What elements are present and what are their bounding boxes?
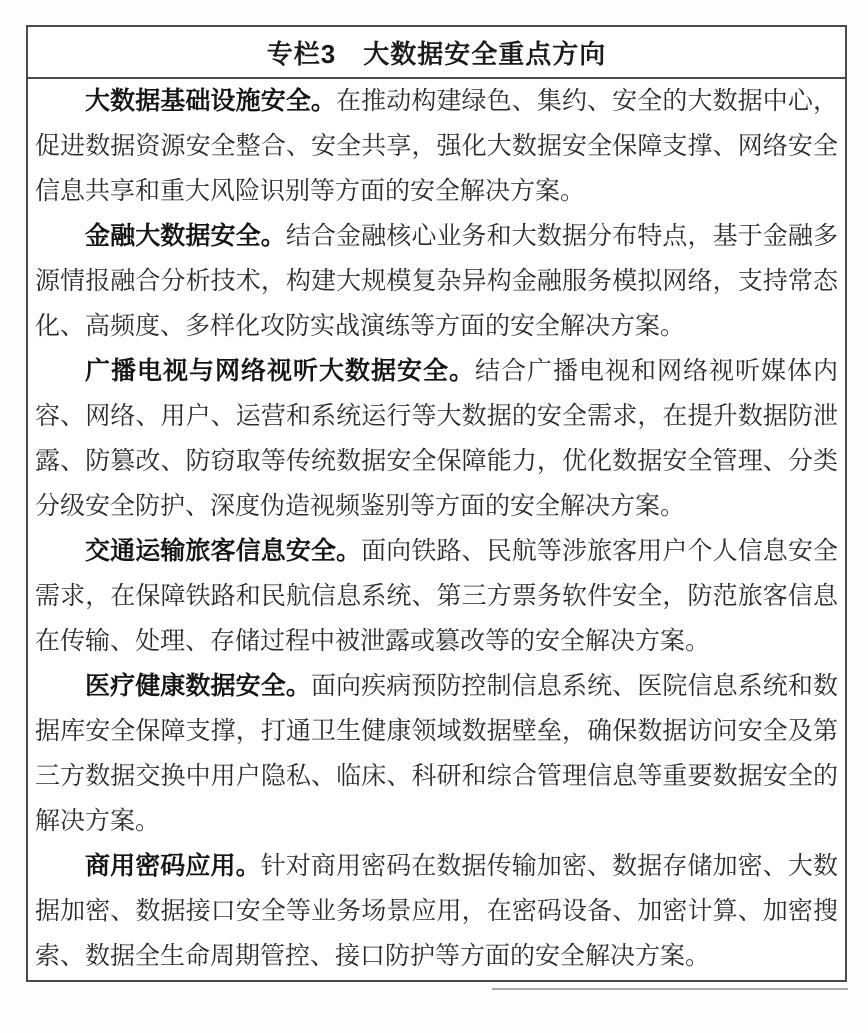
paragraph-big-data-infrastructure-security <box>35 79 838 214</box>
scan-artifact-line <box>492 988 848 990</box>
paragraph-body: 针对商用密码在数据传输加密、数据存储加密、大数据加密、数据接口安全等业务场景应用，在密码设备、加密计算、加密搜索、数据全生命周期管控、接口防护等方面的安全解决方案。 <box>35 853 838 970</box>
paragraph-financial-big-data-security <box>35 214 838 349</box>
column-title-bar <box>28 27 845 79</box>
paragraph-broadcast-network-av-big-data-security <box>35 349 838 529</box>
paragraph-transport-passenger-info-security <box>35 529 838 664</box>
paragraph-lead: 广播电视与网络视听大数据安全。 <box>85 357 475 385</box>
paragraph-lead: 商用密码应用。 <box>85 852 261 880</box>
paragraph-body: 面向铁路、民航等涉旅客用户个人信息安全需求，在保障铁路和民航信息系统、第三方票务软件安全，防范旅客信息在传输、处理、存储过程中被泄露或篡改等的安全解决方案。 <box>35 538 838 655</box>
paragraph-commercial-cryptography-application <box>35 844 838 979</box>
paragraph-lead: 大数据基础设施安全。 <box>85 87 337 115</box>
column-3-box <box>26 25 847 982</box>
column-content <box>28 79 845 979</box>
paragraph-medical-health-data-security <box>35 664 838 844</box>
paragraph-body: 结合广播电视和网络视听媒体内容、网络、用户、运营和系统运行等大数据的安全需求，在提升数据防泄露、防篡改、防窃取等传统数据安全保障能力，优化数据安全管理、分类分级安全防护、深度伪造视频鉴别等方面的安全解决方案。 <box>35 358 838 520</box>
paragraph-body: 在推动构建绿色、集约、安全的大数据中心，促进数据资源安全整合、安全共享，强化大数据安全保障支撑、网络安全信息共享和重大风险识别等方面的安全解决方案。 <box>35 88 838 205</box>
paragraph-lead: 金融大数据安全。 <box>85 222 286 250</box>
paragraph-lead: 交通运输旅客信息安全。 <box>85 537 362 565</box>
paragraph-lead: 医疗健康数据安全。 <box>85 672 311 700</box>
paragraph-body: 面向疾病预防控制信息系统、医院信息系统和数据库安全保障支撑，打通卫生健康领域数据壁垒，确保数据访问安全及第三方数据交换中用户隐私、临床、科研和综合管理信息等重要数据安全的解决方案。 <box>35 673 838 835</box>
column-title: 专栏3 大数据安全重点方向 <box>266 38 607 69</box>
paragraph-body: 结合金融核心业务和大数据分布特点，基于金融多源情报融合分析技术，构建大规模复杂异构金融服务模拟网络，支持常态化、高频度、多样化攻防实战演练等方面的安全解决方案。 <box>35 223 838 340</box>
